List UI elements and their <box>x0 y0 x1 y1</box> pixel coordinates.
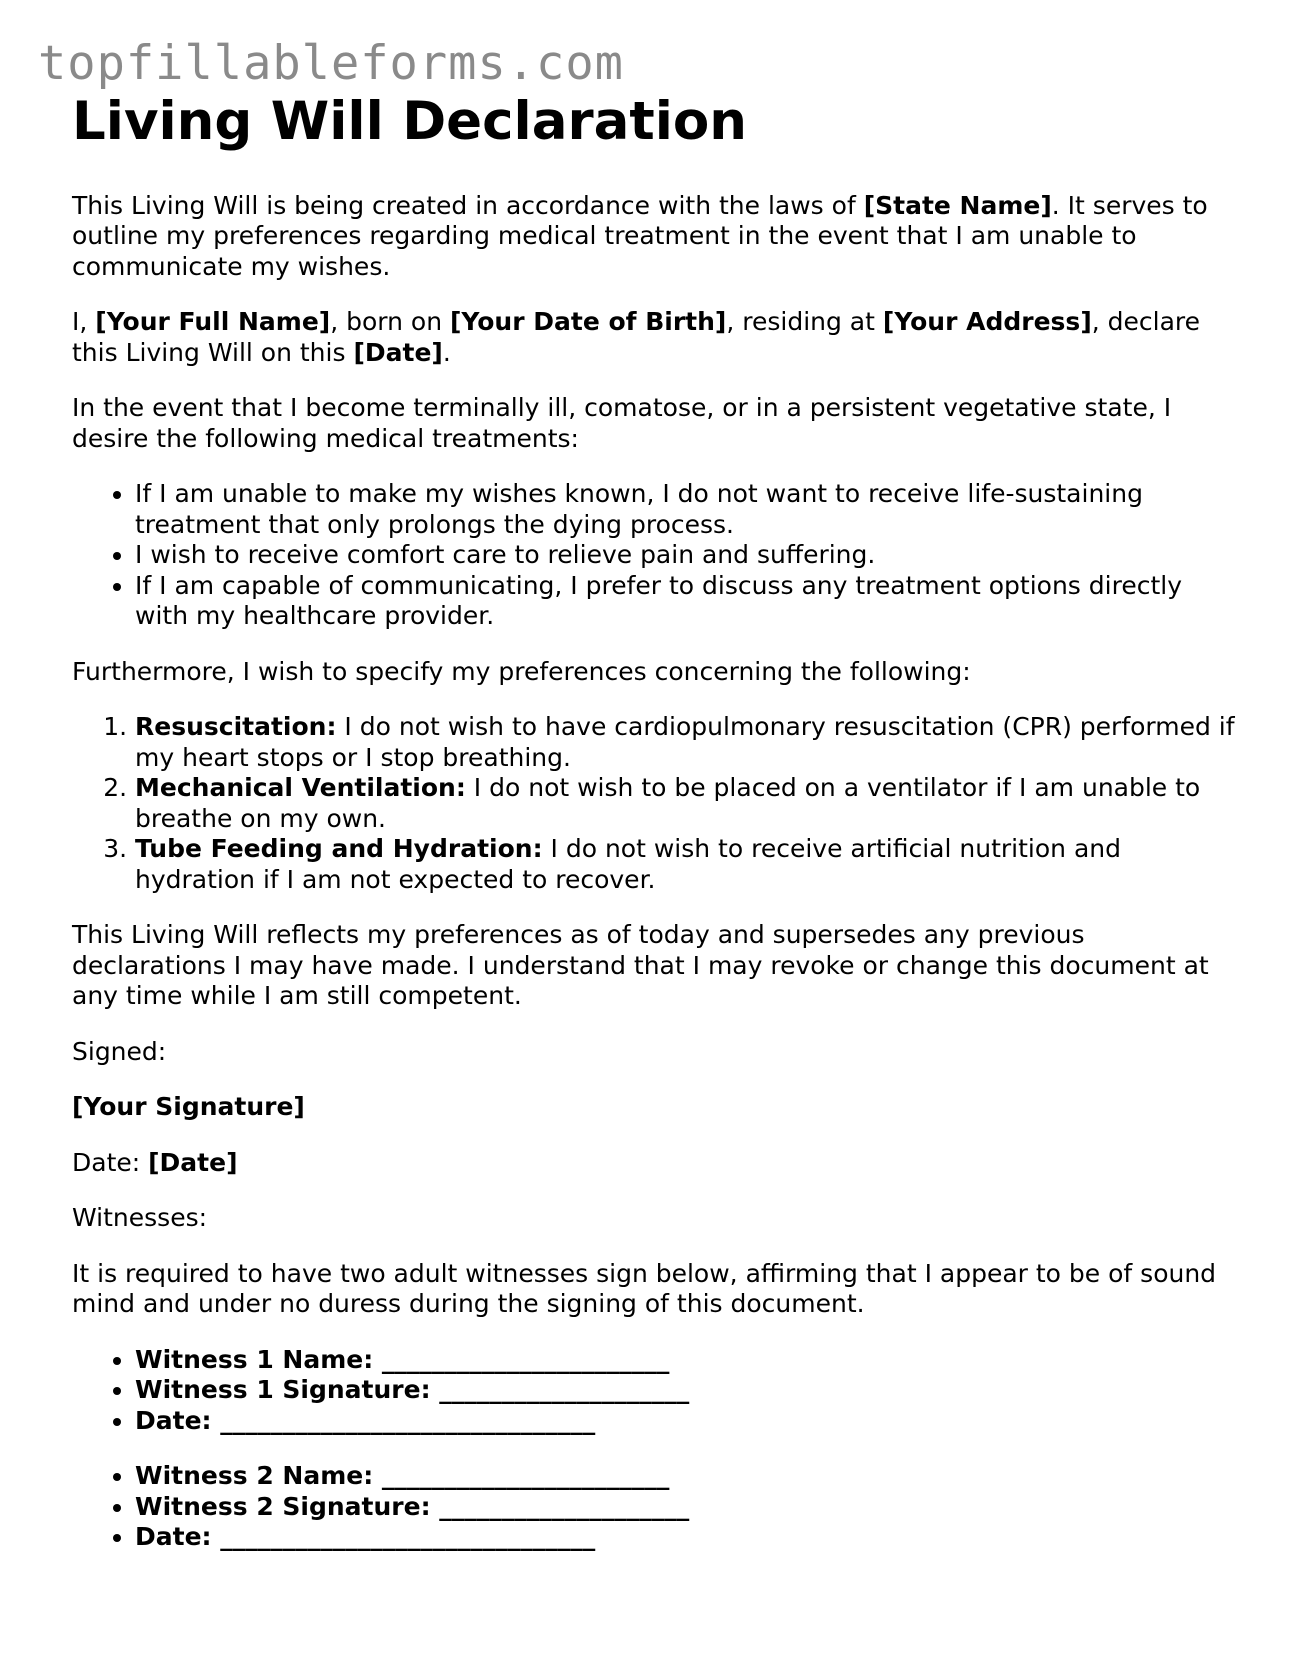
witness-1-list <box>72 1345 1242 1437</box>
preference-list <box>72 712 1242 895</box>
list-item <box>135 773 1242 834</box>
list-item <box>135 834 1242 895</box>
witness-2-date-field: • Date: ______________________________ <box>135 1522 1242 1553</box>
witness-1-name-field: • Witness 1 Name: _______________________ <box>135 1345 1242 1376</box>
witness-1-signature-field: • Witness 1 Signature: ____________________ <box>135 1375 1242 1406</box>
intro-text-2: . It serves to outline my preferences regarding medical treatment in the event that I am unable to communicate my wishes. <box>72 190 1208 281</box>
treatment-list <box>72 479 1242 632</box>
witness-requirement: It is required to have two adult witnesses sign below, affirming that I appear to be of sound mind and under no duress during the signing of this document. <box>72 1258 1217 1319</box>
declarant-text-3: , residing at <box>726 307 883 337</box>
signature-placeholder: [Your Signature] <box>72 1092 305 1122</box>
declaration-date-placeholder: [Date] <box>353 337 443 367</box>
declarant-text-2: , born on <box>330 307 450 337</box>
reflects-paragraph: This Living Will reflects my preferences as of today and supersedes any previous declarations I may have made. I understand that I may revoke or change this document at any time while I am still competent. <box>72 920 1209 1011</box>
declarant-text-4: , declare this Living Will on this <box>72 307 1201 367</box>
watermark: topfillableforms.com <box>38 36 624 91</box>
list-item: • If I am unable to make my wishes known, I do not want to receive life-sustaining treatment that only prolongs the dying process. <box>135 479 1242 540</box>
state-name-placeholder: [State Name] <box>863 190 1052 220</box>
address-placeholder: [Your Address] <box>882 307 1092 337</box>
intro-text-1: This Living Will is being created in accordance with the laws of <box>72 190 864 220</box>
full-name-placeholder: [Your Full Name] <box>95 307 331 337</box>
witnesses-label: Witnesses: <box>72 1203 208 1233</box>
declarant-text-5: . <box>442 337 451 367</box>
declarant-text-1: I, <box>72 307 96 337</box>
preference-label: Resuscitation: <box>135 712 337 742</box>
preference-text: I do not wish to have cardiopulmonary resuscitation (CPR) performed if my heart stops or I stop breathing. <box>135 712 1235 772</box>
furthermore-paragraph: Furthermore, I wish to specify my preferences concerning the following: <box>72 656 971 686</box>
intro-paragraph <box>72 191 1242 283</box>
list-item: • I wish to receive comfort care to relieve pain and suffering. <box>135 540 1242 571</box>
preference-text: I do not wish to receive artificial nutrition and hydration if I am not expected to recover. <box>135 834 1121 894</box>
witness-2-list <box>72 1461 1242 1553</box>
witness-2-name-field: • Witness 2 Name: _______________________ <box>135 1461 1242 1492</box>
event-paragraph: In the event that I become terminally ill, comatose, or in a persistent vegetative state, I desire the following medical treatments: <box>72 393 1172 453</box>
date-of-birth-placeholder: [Your Date of Birth] <box>450 307 727 337</box>
witness-1-date-field: • Date: ______________________________ <box>135 1406 1242 1437</box>
declarant-paragraph <box>72 307 1242 368</box>
list-item: • If I am capable of communicating, I prefer to discuss any treatment options directly with my healthcare provider. <box>135 571 1242 632</box>
preference-label: Tube Feeding and Hydration: <box>135 834 543 864</box>
list-item <box>135 712 1242 773</box>
preference-label: Mechanical Ventilation: <box>135 773 466 803</box>
date-line <box>72 1148 1242 1179</box>
document-page <box>72 92 1242 1578</box>
preference-text: I do not wish to be placed on a ventilator if I am unable to breathe on my own. <box>135 773 1201 833</box>
date-label: Date: <box>72 1147 149 1177</box>
date-placeholder: [Date] <box>148 1147 238 1177</box>
document-title: Living Will Declaration <box>72 91 748 152</box>
signed-label: Signed: <box>72 1036 167 1066</box>
witness-2-signature-field: • Witness 2 Signature: ____________________ <box>135 1492 1242 1523</box>
